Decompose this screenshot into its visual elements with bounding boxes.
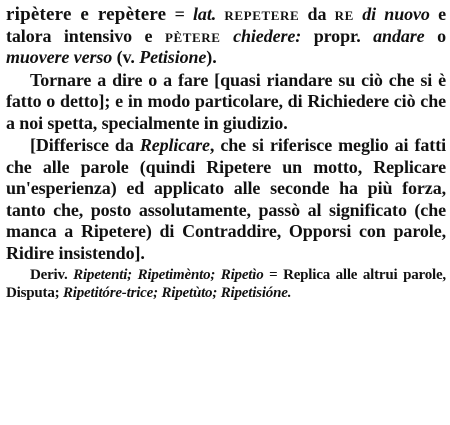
di-nuovo: di nuovo	[362, 4, 430, 24]
andare: andare	[373, 25, 425, 46]
deriv-word-4: Ripetitóre-trice;	[62, 284, 158, 301]
distinction-text-a: [Differisce da	[30, 135, 140, 155]
o-text: o	[424, 25, 446, 46]
chiedere: chiedere:	[233, 25, 302, 46]
deriv-word-5: Ripetùto;	[161, 284, 218, 301]
deriv-equals: =	[263, 267, 284, 283]
v-open: (v.	[112, 47, 140, 67]
v-close: ).	[206, 47, 217, 67]
distinction-text-b: , che si riferisce meglio ai fatti che alle parole (quindi Ripetere un motto, Replicare un'esperienza) ed applicato alle seconde ha più forza, tanto che, posto assolutamente, passò al significato (che manca a Ripetere) di Contraddire, Opporsi con parole, Ridire insistendo].	[6, 135, 446, 263]
da-text: da	[299, 4, 335, 24]
definition-paragraph	[6, 70, 446, 135]
entry-heading-paragraph	[6, 4, 446, 69]
deriv-word-1: Ripetenti;	[73, 267, 132, 283]
headword: ripètere e repètere	[6, 4, 167, 25]
deriv-word-2: Ripetimènto;	[137, 267, 216, 283]
deriv-word-3: Ripetìo	[220, 267, 264, 283]
deriv-word-6: Ripetisióne.	[220, 284, 292, 301]
petere-word: pètere	[164, 25, 221, 46]
latin-word: repetere	[224, 4, 300, 24]
lat-label: lat.	[193, 4, 217, 24]
equals-sign: =	[166, 4, 194, 24]
replicare-ref: Replicare	[139, 135, 210, 155]
deriv-gloss: Replica alle altrui parole, Disputa;	[6, 267, 446, 301]
dictionary-page	[6, 4, 446, 420]
definition-text: Tornare a dire o a fare [quasi riandare su ciò che si è fatto o detto]; e in modo particolare, di Richiedere ciò che a noi spetta, specialmente in giudizio.	[6, 69, 446, 133]
muovere-verso: muovere verso	[6, 47, 113, 67]
petisione-ref: Petisione	[139, 47, 207, 67]
propr-text: propr.	[301, 25, 374, 46]
deriv-label: Deriv.	[30, 267, 74, 283]
prefix-re: re	[334, 4, 354, 24]
distinction-paragraph	[6, 135, 446, 264]
derivatives-paragraph	[6, 267, 446, 302]
talora-text: e talora intensivo e	[6, 4, 446, 46]
